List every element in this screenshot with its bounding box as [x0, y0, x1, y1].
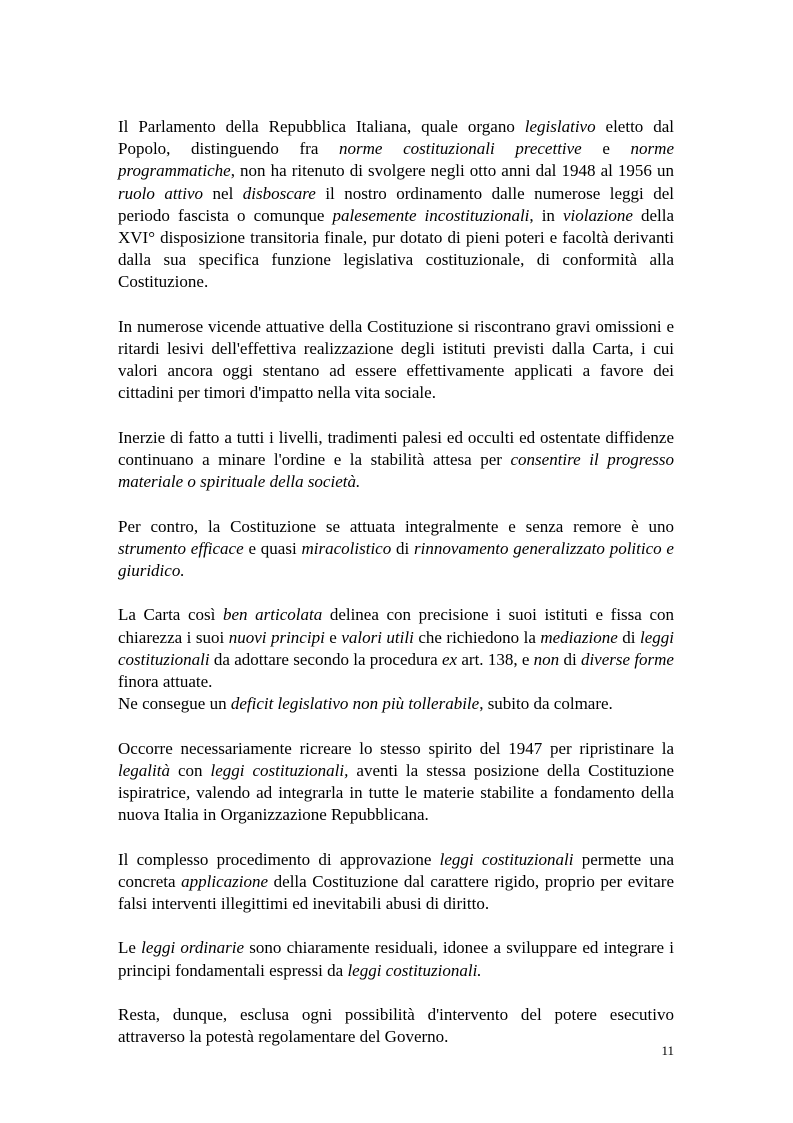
text-run: Il Parlamento della Repubblica Italiana, quale organo [118, 117, 525, 136]
emphasized-text: diverse forme [580, 649, 674, 669]
emphasized-text: rinnovamento generalizzato politico e giuridico. [118, 538, 674, 581]
emphasized-text: leggi ordinarie [141, 938, 244, 958]
emphasized-text: applicazione [181, 871, 269, 891]
emphasized-text: palesemente incostituzionali [332, 205, 530, 225]
text-run: finora attuate. [118, 672, 213, 692]
text-run: permette una concreta [118, 849, 675, 891]
text-run: Ne consegue un [118, 694, 231, 714]
text-run: della XVI° disposizione transitoria finale, pur dotato di pieni poteri e facoltà derivanti dalla sua specifica funzione legislativa costituzionale, di conformità alla Costituzione. [118, 205, 674, 292]
paragraph [118, 1004, 674, 1048]
text-run: il nostro ordinamento dalle numerose leggi del periodo fascista o comunque [118, 183, 674, 225]
emphasized-text: ruolo attivo [118, 183, 204, 203]
emphasized-text: norme programmatiche [118, 139, 674, 181]
text-run: eletto dal Popolo, distinguendo fra [118, 117, 674, 159]
text-run: art. 138, e [457, 649, 534, 669]
emphasized-text: nuovi principi [228, 627, 325, 647]
text-run: Inerzie di fatto a tutti i livelli, tradimenti palesi ed occulti ed ostentate diffidenze continuano a minare l'ordine e la stabilità attesa per [118, 427, 674, 470]
paragraph [118, 849, 674, 916]
paragraph [118, 116, 674, 294]
emphasized-text: leggi costituzionali, [210, 760, 349, 780]
paragraph [118, 316, 674, 405]
emphasized-text: miracolistico [301, 538, 392, 558]
emphasized-text: leggi costituzionali [439, 849, 574, 869]
emphasized-text: non [533, 649, 560, 669]
paragraph [118, 604, 674, 715]
text-run: di [391, 538, 415, 558]
emphasized-text: leggi costituzionali. [347, 960, 482, 980]
text-run: Resta, dunque, esclusa ogni possibilità d'intervento del potere esecutivo attraverso la potestà regolamentare del Governo. [118, 1005, 674, 1047]
emphasized-text: valori utili [341, 627, 414, 647]
text-run: Il complesso procedimento di approvazione [118, 849, 440, 869]
emphasized-text: legislativo [524, 117, 596, 136]
emphasized-text: ex [442, 649, 458, 669]
emphasized-text: disboscare [242, 183, 316, 203]
emphasized-text: leggi costituzionali [118, 627, 675, 669]
text-run: e quasi [243, 538, 302, 558]
emphasized-text: , [185, 783, 191, 803]
page-number: 11 [661, 1043, 674, 1058]
text-run: della Costituzione dal carattere rigido, proprio per evitare falsi interventi illegittimi ed inevitabili abusi di diritto. [118, 871, 674, 914]
text-run: In numerose vicende attuative della Costituzione si riscontrano gravi omissioni e ritardi lesivi dell'effettiva realizzazione degli istituti previsti dalla Carta, i cui valori ancora oggi stentano ad essere effettivamente applicati a favore dei cittadini per timori d'impatto nella vita sociale. [118, 316, 674, 403]
text-run: , non ha ritenuto di svolgere negli otto anni dal 1948 al 1956 un [230, 161, 674, 181]
text-run: Le [118, 938, 142, 958]
text-run: nel [203, 183, 243, 203]
text-run: di [617, 627, 641, 647]
text-run: con [169, 760, 211, 780]
emphasized-text: ben articolata [222, 605, 323, 625]
emphasized-text: consentire il progresso materiale o spirituale della società. [118, 450, 674, 492]
text-run: aventi la stessa posizione della Costituzione ispiratrice [118, 760, 675, 803]
text-run: La Carta così [118, 605, 223, 625]
text-run: da adottare secondo la procedura [209, 649, 442, 669]
emphasized-text: strumento efficace [118, 538, 244, 558]
paragraph [118, 516, 674, 583]
text-run: di [559, 649, 581, 669]
text-run: Per contro, la Costituzione se attuata integralmente e senza remore è uno [118, 516, 674, 536]
text-run: , subito da colmare. [479, 694, 613, 714]
paragraph [118, 937, 674, 981]
text-run: delinea con precisione i suoi istituti e fissa con chiarezza i suoi [118, 605, 674, 647]
text-run: Occorre necessariamente ricreare lo stesso spirito del 1947 per ripristinare la [118, 738, 674, 758]
text-run: e [324, 627, 342, 647]
document-body [118, 116, 674, 1048]
emphasized-text: legalità [118, 760, 170, 780]
emphasized-text: mediazione [540, 627, 618, 647]
text-run: che richiedono la [413, 627, 541, 647]
text-run: e [581, 139, 631, 159]
text-run: sono chiaramente residuali, idonee a sviluppare ed integrare i principi fondamentali espressi da [118, 938, 674, 980]
emphasized-text: violazione [563, 205, 633, 225]
emphasized-text: norme costituzionali precettive [339, 139, 582, 159]
text-run: valendo ad integrarla in tutte le materie stabilite a fondamento della nuova Italia in Organizzazione Repubblicana. [118, 783, 674, 825]
paragraph [118, 738, 674, 827]
text-run: , in [529, 205, 563, 225]
paragraph [118, 427, 674, 494]
emphasized-text: deficit legislativo non più tollerabile [230, 694, 480, 714]
